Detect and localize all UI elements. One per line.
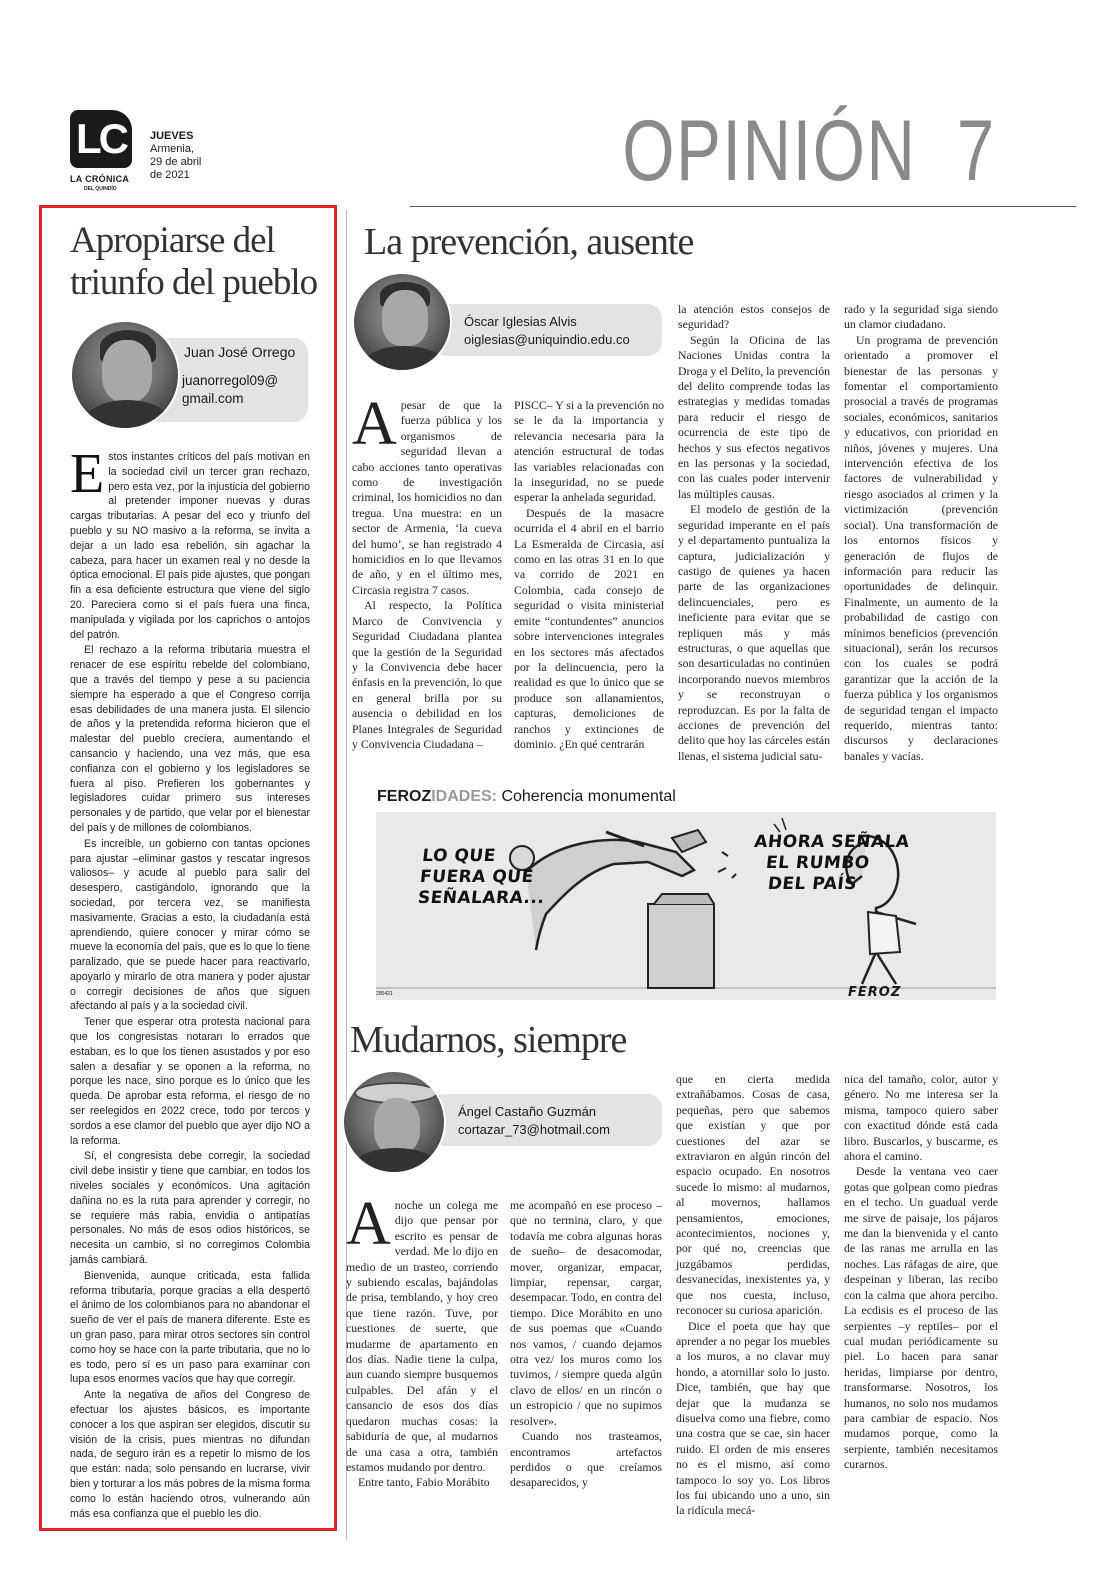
article1-paragraph: Es increíble, un gobierno con tantas opciones para ajustar –eliminar gastos y rescatar ingresos valiosos– y acude al pueblo para salir del desespero, castigándolo, ignorando que la sociedad, por tercera vez, se manifiesta masivamente. Gracias a esto, la ciudadanía está aprendiendo, quiere conocer y mirar cómo se mueve la economía del país, que es lo que lo tiene paralizado, que se puede hacer para reactivarlo, apoyarlo y mirarlo de otra manera y poder ajustar o corregir decisiones de años que siguen afectando al país y a la sociedad civil. (70, 837, 310, 1013)
cartoon-label-gray: IDADES: (431, 788, 497, 805)
author-email-line2: gmail.com (182, 391, 244, 406)
cartoon-bubble-right (749, 832, 911, 895)
masthead-divider (410, 206, 1076, 207)
article1-paragraph: Estos instantes críticos del país motivan en la sociedad civil un tercer gran rechazo, pero esta vez, por la injusticia del gobierno al pretender imponer nuevas y duras cargas tributarias. A pesar del eco y triunfo del pueblo y su NO masivo a la reforma, se invita a dejar a un lado esa rebelión, sin agachar la cabeza, para hacer un examen real y no desde la óptica emocional. El país pide ajustes, que pongan fin a esa deficiente estructura que viene del siglo 20. Pareciera como si el país fuera una finca, manipulada y vigilada por los caprichos o antojos del patrón. (70, 443, 310, 641)
article2-column-2 (514, 398, 664, 752)
date-city: Armenia, (150, 143, 195, 155)
article1-paragraph: Ante la negativa de años del Congreso de efectuar los ajustes básicos, es importante conocer a los que aspiran ser elegidos, discutir su visión de la crisis, pues mientras no difundan nada, de seguro irán es a repetir lo mismo de los que están: nada; solo pensando en lucrarse, vivir bien y torturar a los más pobres de la misma forma como lo están haciendo otros, vulnerando aún más esa confianza que el pueblo les dio. (70, 1389, 310, 1520)
article2-column-1 (352, 390, 502, 752)
cartoon-signature: FEROZ (848, 985, 902, 1000)
article3-column-2 (510, 1198, 662, 1491)
article3-text: noche un colega me dijo que pensar por escrito es pensar de verdad. Me lo dijo en medio de un trasteo, corriendo y subiendo escalas, bajándolas de prisa, temblando, y hoy creo que tiene razón. Tuve, por cuestiones de suerte, que mudarme de apartamento en dos días. Nadie tiene la culpa, aun cuando siempre busquemos culpables. Del afán y el cansancio de esos dos días quedaron muchas cosas: la sabiduría de que, al mudarnos de una casa a otra, también estamos mudando por dentro. (346, 1198, 498, 1474)
article2-text: PISCC– Y si a la prevención no se le da la importancia y relevancia necesaria para la atención estructural de todas las variables relacionadas con la inseguridad, no se puede esperar la anhelada seguridad. (514, 398, 664, 505)
logo-name: LA CRÓNICA (70, 174, 130, 184)
article2-author-email: oiglesias@uniquindio.edu.co (464, 332, 630, 347)
article2-author-avatar (352, 272, 452, 372)
article2-column-3 (678, 302, 830, 764)
article1-title-line2: triunfo del pueblo (70, 262, 318, 303)
article2-text: Después de la masacre ocurrida el 4 abril en el barrio La Esmeralda de Circasia, así como en las otras 31 en lo que va corrido de 2021 en Colombia, cada consejo de seguridad o visita ministerial emite “contundentes” anuncios sobre intervenciones integrales en los sectores más afectados por la delincuencia, pero la realidad es que lo único que se produce son allanamientos, capturas, demoliciones de ranchos y extinciones de dominio. ¿En qué centrarán (514, 505, 664, 751)
article3-column-3 (676, 1072, 830, 1519)
logo-subtitle: DEL QUINDÍO (84, 186, 117, 192)
article1-paragraph: Sí, el congresista debe corregir, la sociedad civil debe insistir y tiene que cambiar, en todos los niveles sociales y económicos. Una agitación dañina no es la ruta para aprender y corregir, no se requiere más rabia, envidia o antipatías personales. No más de esos odios históricos, se necesita un cambio, si no corregimos Colombia jamás cambiará. (70, 1150, 310, 1267)
article3-text: me acompañó en ese proceso –que no termina, claro, y que todavía me cobra algunas horas de sueño– de desacomodar, mover, organizar, empacar, limpiar, repensar, cargar, desempacar. Todo, en contra del tiempo. Dice Morábito en uno de sus poemas que «Cuando nos vamos, / cuando dejamos otra vez/ los muros como los tuvimos, / siempre queda algún clavo de ellos/ en un rincón o un estropicio / que no supimos resolver». (510, 1198, 662, 1428)
section-title (623, 102, 996, 201)
cartoon-date-code: 290421 (376, 991, 393, 997)
article3-text: Entre tanto, Fabio Morábito (358, 1475, 490, 1490)
author-avatar (70, 320, 180, 430)
article2-author-pill (432, 304, 662, 356)
masthead (70, 103, 1010, 206)
article2-author-name: Óscar Iglesias Alvis (464, 314, 577, 329)
section-name: OPINIÓN (622, 103, 917, 199)
date-block (150, 130, 201, 182)
cartoon-label-rest: Coherencia monumental (497, 788, 676, 805)
cartoon-title (377, 788, 676, 806)
article3-column-1 (346, 1190, 498, 1491)
cartoon-bubble-right-line3: DEL PAÍS (766, 874, 859, 894)
article2-text: Según la Oficina de las Naciones Unidas contra la Droga y el Delito, la prevención del delito comprende todas las estrategias y medidas tomadas para reducir el riesgo de ocurrencia de este tipo de hechos y sus efectos negativos en las personas y la sociedad, con las cuales poder intervenir las múltiples causas. (678, 332, 830, 501)
logo-letters: LC (70, 110, 132, 168)
article3-dropcap: A (346, 1190, 391, 1258)
date-line1: 29 de abril (150, 156, 202, 168)
article2-text: Al respecto, la Política Marco de Convivencia y Seguridad Ciudadana plantea que la gestión de la Seguridad y la Convivencia debe hacer énfasis en la prevención, lo que en general brilla por su ausencia o debilidad en los Planes Integrales de Seguridad y Convivencia Ciudadana – (352, 598, 502, 751)
article3-title: Mudarnos, siempre (350, 1019, 627, 1061)
date-day: JUEVES (150, 130, 194, 142)
cartoon-label-bold: FEROZ (377, 788, 432, 805)
cartoon-bubble-left-line2: FUERA QUE (419, 867, 535, 887)
newspaper-logo (70, 110, 134, 192)
cartoon-bubble-left-line1: LO QUE (421, 846, 497, 866)
article3-column-4 (844, 1072, 998, 1473)
article1-title-line1: Apropiarse del (70, 220, 275, 261)
article1-byline (70, 320, 310, 430)
cartoon-bubble-left (417, 846, 550, 909)
author-name: Juan José Orrego (184, 344, 296, 360)
article-left (70, 220, 318, 1522)
article2-column-4 (844, 302, 998, 764)
article3-text: Cuando nos trasteamos, encontramos artefactos perdidos o que creíamos desaparecidos, y (510, 1429, 662, 1490)
article3-text: Dice el poeta que hay que aprender a no pegar los muebles a los muros, a no clavar muy hondo, a atornillar solo lo justo. Dice, también, que hay que dejar que la mudanza se disuelva como una fiebre, como una costra que se cae, sin hacer ruido. El orden de mis enseres no es el mismo, así como tampoco lo soy yo. Los libros los fui ubicando uno a uno, sin la ridícula mecá- (676, 1318, 830, 1518)
article1-paragraph: Tener que esperar otra protesta nacional para que los congresistas notaran lo errados que estaban, es lo que los tienen asustados y por eso salen a desafiar y se oponen a la reforma, no porque les nace, sino porque es lo único que les queda. De aprobar esta reforma, el riesgo de no ser reelegidos en 2022 crece, todo por tercos y sordos a ese clamor del pueblo que ayer dijo NO a la reforma. (70, 1016, 310, 1147)
article2-text: la atención estos consejos de seguridad? (678, 302, 830, 332)
article2-text: rado y la seguridad siga siendo un clamor ciudadano. (844, 302, 998, 332)
author-email (182, 372, 278, 408)
author-email-line1: juanorregol09@ (182, 373, 279, 388)
article3-text: Desde la ventana veo caer gotas que golpean como piedras en el techo. Un guadual verde me sirve de paisaje, los pájaros me dan la bienvenida y el canto de las ranas me arrulla en las noches. Las ráfagas de aire, que despeinan y liberan, las recibo con la calma que ahora percibo. La ecdisis es el proceso de las serpientes –y reptiles– por el cual mudan periódicamente su piel. Lo hacen para sanar heridas, limpiarse por dentro, transformarse. Nosotros, los humanos, no solo nos mudamos para cambiar de espacio. Nos mudamos porque, como la serpiente, también necesitamos curarnos. (844, 1164, 998, 1472)
cartoon-bubble-left-line3: SEÑALARA... (416, 888, 546, 908)
article2-title: La prevención, ausente (364, 221, 694, 263)
article3-author-name: Ángel Castaño Guzmán (458, 1104, 597, 1119)
cartoon-illustration (376, 812, 996, 1000)
article1-title (70, 220, 320, 304)
page-number: 7 (957, 103, 996, 199)
date-line2: de 2021 (150, 169, 190, 181)
article3-author-email: cortazar_73@hotmail.com (458, 1122, 610, 1137)
article2-text: El modelo de gestión de la seguridad imperante en el país y el departamento puntualiza la captura, judicialización y castigo de quienes ya hacen parte de las organizaciones delincuenciales, pero es ineficiente para evitar que se repliquen más y más estructuras, o que aquellas que son desarticuladas no continúen incorporando nuevos miembros y se reconstruyan o reproduzcan. Es por la falta de acciones de prevención del delito que hoy las cárceles están llenas, el sistema judicial satu- (678, 502, 830, 763)
cartoon-bubble-right-line1: AHORA SEÑALA (753, 832, 911, 852)
article3-text: nica del tamaño, color, autor y género. No me interesa ser la misma, tampoco quiero saber con exactitud dónde está cada libro. Buscarlos, y buscarme, es ahora el camino. (844, 1072, 998, 1164)
article3-text: que en cierta medida extrañábamos. Cosas de casa, pequeñas, pero que sabemos que existían y que por cuestiones del azar se extraviaron en algún rincón del espacio ocupado. En nosotros sucede lo mismo: al mudarnos, al movernos, hallamos pensamientos, emociones, acontecimientos, nociones y, por qué no, creencias que juzgábamos perdidas, desvanecidas, inexistentes ya, y que nos cuesta, incluso, reconocer su curiosa aparición. (676, 1072, 830, 1318)
article2-dropcap: A (352, 390, 397, 458)
article1-body (70, 443, 310, 1521)
article2-text: pesar de que la fuerza pública y los organismos de seguridad llevan a cabo acciones tanto operativas como de investigación criminal, los homicidios no dan tregua. Una muestra: en un sector de Armenia, ‘la cueva del humo’, se han registrado 4 homicidios en lo que llevamos de año, y en el último mes, Circasia registra 7 casos. (352, 398, 502, 597)
dropcap: E (70, 443, 105, 505)
cartoon-bubble-right-line2: EL RUMBO (765, 853, 871, 873)
article1-paragraph: El rechazo a la reforma tributaria muestra el renacer de ese espíritu rebelde del colombiano, que a través del tiempo y pese a su paciencia siempre ha esperado a que el Congreso corrija esas debilidades de una manera justa. El silencio de años y la pretendida reforma hicieron que el malestar del pueblo creciera, aumentando el cansancio y haciendo, una vez más, que esa confianza con el gobierno y los legisladores se fuera al piso. Prefieren los gobernantes y legisladores cuidar primero sus intereses personales y de partido, que velar por el bienestar del país y de millones de colombianos. (70, 644, 310, 834)
article3-author-avatar (342, 1070, 446, 1174)
article2-text: Un programa de prevención orientado a promover el bienestar de las personas y fomentar el comportamiento prosocial a través de programas sociales, económicos, sanitarios y educativos, con prioridad en niños, jóvenes y mujeres. Una intervención efectiva de los factores de vulnerabilidad y riesgo asociados al crimen y la victimización (prevención social). Una transformación de los entornos físicos y generación de flujos de información para reducir las oportunidades de delinquir. Finalmente, un aumento de la probabilidad de castigo con mínimos beneficios (prevención situacional), serán los recursos con los cuales se podrá garantizar que la acción de la fuerza pública y los organismos de seguridad tengan el impacto requerido, mientras tanto: discursos y declaraciones banales y vacías. (844, 332, 998, 763)
article1-paragraph: Bienvenida, aunque criticada, esta fallida reforma tributaria, porque gracias a ella despertó el ánimo de los colombianos para no abandonar el sueño de ver el país de manera diferente. Este es un gran paso, para mirar otros sectores sin control como hoy se hace con la parte tributaria, que no lo es todo, pero sí es un paso para examinar con lupa esos enormes vacíos que hay que corregir. (70, 1269, 310, 1386)
article3-author-pill (430, 1094, 662, 1146)
